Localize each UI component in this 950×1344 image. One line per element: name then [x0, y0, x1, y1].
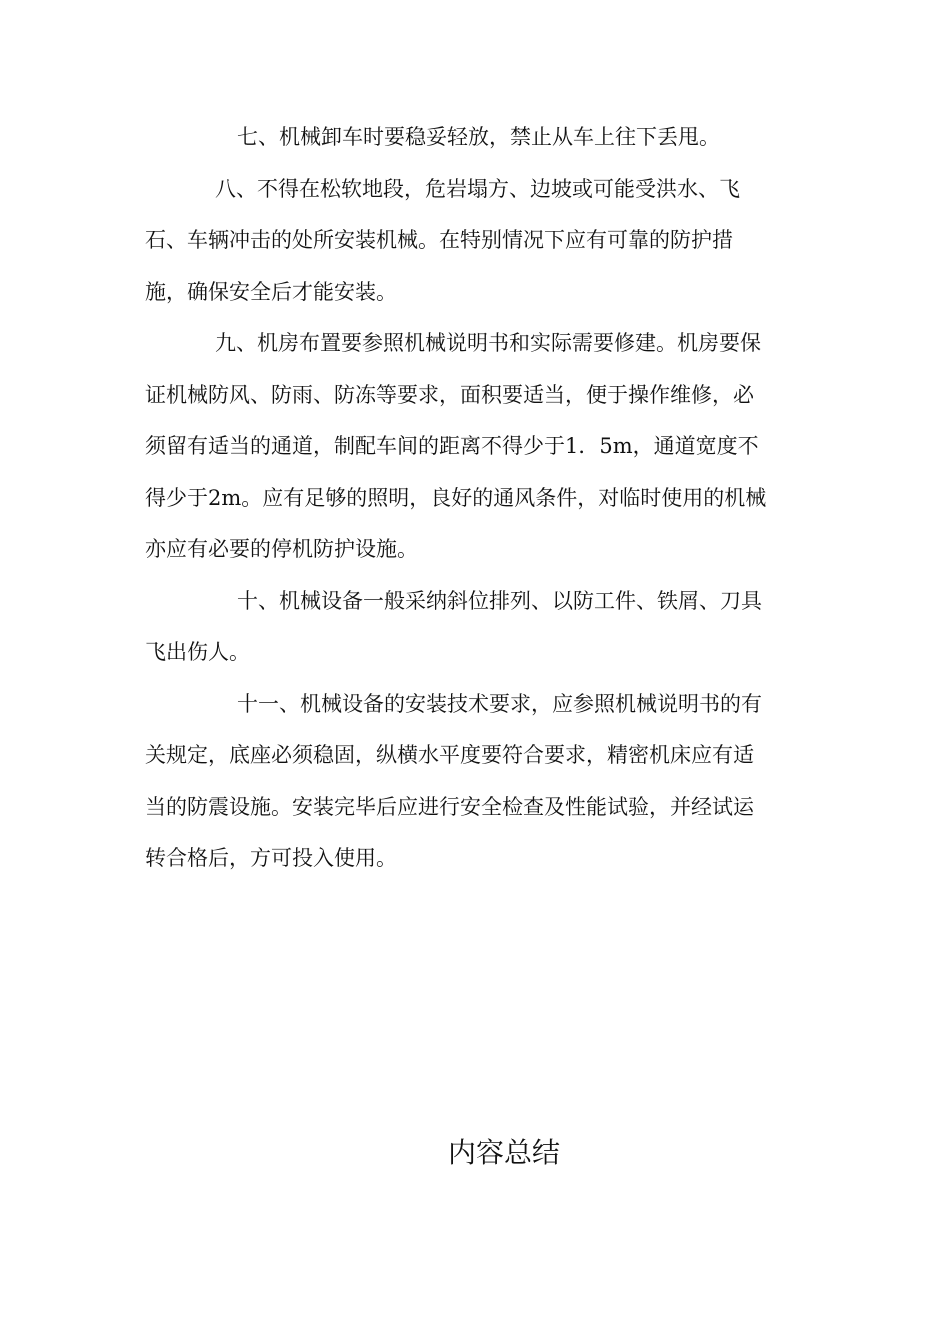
- paragraph-line: 七、机械卸车时要稳妥轻放，禁止从车上往下丢甩。: [237, 125, 720, 149]
- paragraph-line: 飞出伤人。: [145, 640, 250, 664]
- paragraph-line: 当的防震设施。安装完毕后应进行安全检查及性能试验，并经试运: [145, 794, 754, 819]
- summary-heading: 内容总结: [447, 1136, 560, 1169]
- paragraph-line: 八、不得在松软地段，危岩塌方、边坡或可能受洪水、飞: [215, 176, 740, 201]
- paragraph: [145, 164, 810, 319]
- paragraph-line: 石、车辆冲击的处所安装机械。在特别情况下应有可靠的防护措: [145, 228, 733, 252]
- paragraph-line: 须留有适当的通道，制配车间的距离不得少于1．5m，通道宽度不: [145, 434, 759, 458]
- document-body: [145, 112, 810, 885]
- paragraph-line: 十一、机械设备的安装技术要求，应参照机械说明书的有: [237, 691, 762, 716]
- paragraph-line: 九、机房布置要参照机械说明书和实际需要修建。机房要保: [215, 331, 761, 355]
- paragraph-line: 亦应有必要的停机防护设施。: [145, 537, 418, 561]
- paragraph-line: 转合格后，方可投入使用。: [145, 846, 397, 870]
- paragraph: [145, 576, 810, 679]
- paragraph-line: 关规定，底座必须稳固，纵横水平度要符合要求，精密机床应有适: [145, 743, 754, 767]
- paragraph: [145, 112, 810, 164]
- paragraph-line: 得少于2m。应有足够的照明，良好的通风条件，对临时使用的机械: [145, 485, 767, 510]
- paragraph-line: 证机械防风、防雨、防冻等要求，面积要适当，便于操作维修，必: [145, 382, 754, 407]
- paragraph: [145, 318, 810, 576]
- paragraph: [145, 679, 810, 885]
- paragraph-line: 十、机械设备一般采纳斜位排列、以防工件、铁屑、刀具: [237, 588, 762, 613]
- paragraph-line: 施，确保安全后才能安装。: [145, 279, 397, 304]
